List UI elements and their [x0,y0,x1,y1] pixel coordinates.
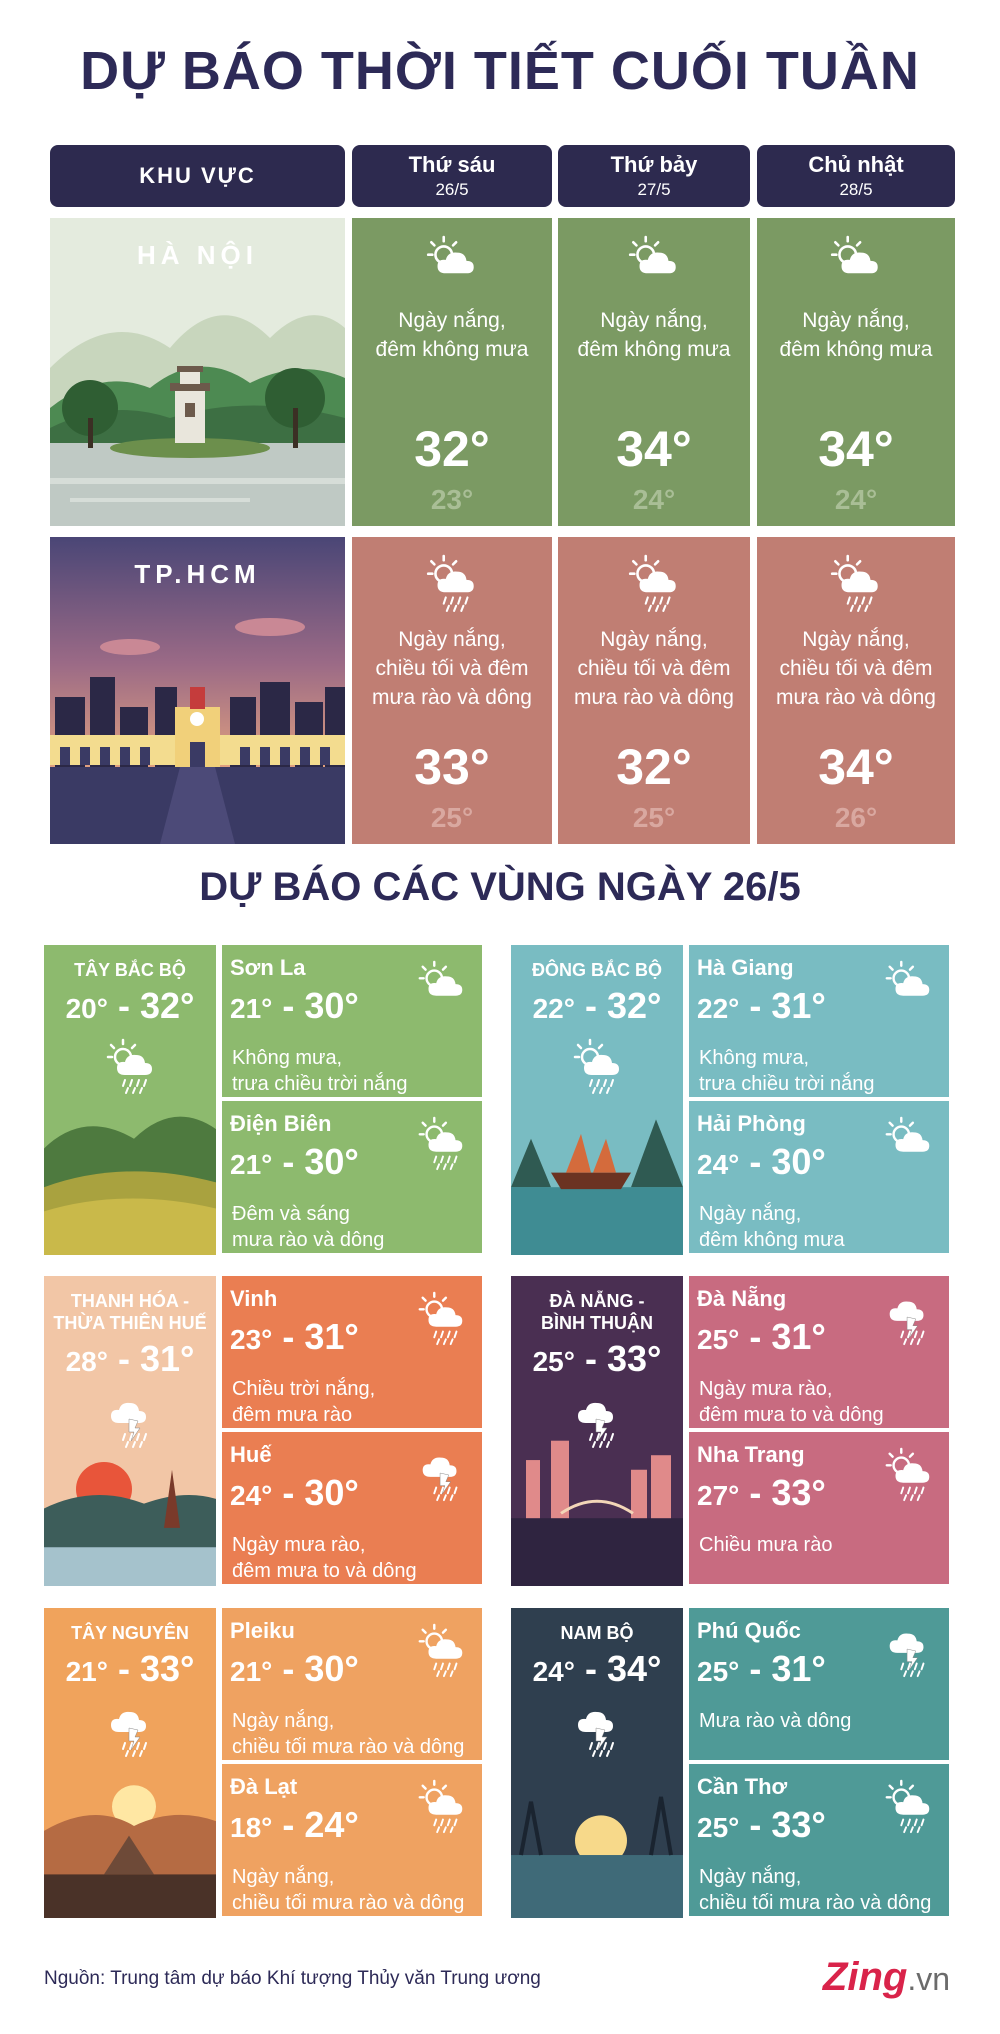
zing-logo [823,1955,950,2000]
province-low: 18° [230,1812,273,1843]
range-dash: - [739,1472,772,1513]
regions-title: DỰ BÁO CÁC VÙNG NGÀY 26/5 [199,865,801,909]
range-dash: - [739,1648,772,1689]
sun-cloud-rain-icon [414,1778,470,1839]
province-description: Ngày nắng, chiều tối mưa rào và dông [232,1866,465,1914]
province-forecast [689,1276,949,1428]
province-forecast [689,1608,949,1760]
province-name: Hà Giang [697,955,794,980]
province-description: Ngày mưa rào, đêm mưa to và dông [699,1378,884,1426]
province-description: Chiều trời nắng, đêm mưa rào [232,1378,376,1426]
region-high: 33° [139,1648,195,1689]
high-temperature: 33° [414,739,490,795]
region-name: NAM BỘ [560,1623,634,1643]
province-description: Ngày mưa rào, đêm mưa to và dông [232,1534,417,1582]
region-low: 22° [532,993,575,1024]
province-temperature [697,1141,826,1183]
province-high: 30° [304,1472,359,1513]
range-dash: - [272,1804,305,1845]
forecast-description: Ngày nắng, đêm không mưa [779,309,933,361]
sun-cloud-icon [414,959,470,1020]
region-low: 25° [532,1346,575,1377]
range-dash: - [739,985,772,1026]
province-low: 21° [230,993,273,1024]
source-note: Nguồn: Trung tâm dự báo Khí tượng Thủy văn Trung ương [44,1968,541,1989]
province-temperature [697,1804,826,1846]
province-low: 24° [697,1149,740,1180]
province-name: Điện Biên [230,1111,332,1136]
day-name: Thứ bảy [610,152,698,177]
sun-cloud-rain-icon [624,553,684,613]
sun-cloud-icon [826,234,886,294]
region-low: 24° [532,1656,575,1687]
province-forecast [222,1608,482,1760]
high-temperature: 34° [616,421,692,477]
forecast-description: Ngày nắng, chiều tối và đêm mưa rào và dông [574,628,734,709]
province-temperature [230,1804,359,1846]
province-forecast [689,1432,949,1584]
province-temperature [230,1472,359,1514]
province-high: 30° [304,1141,359,1182]
province-description: Ngày nắng, đêm không mưa [699,1203,845,1251]
province-description: Không mưa, trưa chiều trời nắng [232,1047,408,1095]
region-high: 33° [606,1338,662,1379]
region-name: ĐÔNG BẮC BỘ [532,960,662,980]
day-header-friday [352,145,552,207]
province-high: 30° [771,1141,826,1182]
province-name: Huế [230,1442,272,1467]
sun-cloud-icon [624,234,684,294]
range-dash: - [107,1648,140,1689]
province-description: Chiều mưa rào [699,1534,833,1556]
day-name: Thứ sáu [408,152,496,177]
region-name: TÂY BẮC BỘ [74,960,186,980]
region-name: TÂY NGUYÊN [71,1623,189,1643]
province-high: 31° [304,1316,359,1357]
city-name: HÀ NỘI [137,240,258,270]
forecast-cell [352,537,552,844]
sun-cloud-icon [881,959,937,1020]
hcmc-illustration [50,537,345,844]
sun-cloud-rain-icon [414,1290,470,1351]
province-low: 21° [230,1656,273,1687]
range-dash: - [574,985,607,1026]
region-name: ĐÀ NẴNG - BÌNH THUẬN [541,1291,653,1333]
sun-cloud-rain-icon [881,1778,937,1839]
province-temperature [230,1141,359,1183]
province-description: Đêm và sáng mưa rào và dông [232,1203,385,1251]
low-temperature: 24° [834,484,878,515]
region-block [511,945,956,1255]
province-forecast [222,1764,482,1916]
low-temperature: 25° [632,802,676,833]
day-header-saturday [558,145,750,207]
range-dash: - [739,1141,772,1182]
province-name: Đà Nẵng [697,1286,787,1311]
forecast-cell [352,218,552,526]
province-forecast [222,1101,482,1253]
region-high: 32° [606,985,662,1026]
province-forecast [689,945,949,1097]
low-temperature: 23° [430,484,474,515]
forecast-description: Ngày nắng, chiều tối và đêm mưa rào và dông [372,628,532,709]
province-temperature [697,985,826,1027]
province-forecast [689,1764,949,1916]
high-temperature: 32° [414,421,490,477]
low-temperature: 26° [834,802,878,833]
province-temperature [697,1472,826,1514]
province-name: Phú Quốc [697,1618,801,1643]
region-block [511,1276,956,1586]
forecast-description: Ngày nắng, đêm không mưa [577,309,731,361]
province-low: 27° [697,1480,740,1511]
province-temperature [230,1648,359,1690]
sun-cloud-rain-icon [569,1037,627,1100]
range-dash: - [272,985,305,1026]
province-name: Pleiku [230,1618,295,1643]
province-name: Sơn La [230,955,306,980]
sun-cloud-rain-icon [414,1622,470,1683]
range-dash: - [272,1141,305,1182]
hanoi-illustration [50,218,345,526]
province-low: 24° [230,1480,273,1511]
province-low: 23° [230,1324,273,1355]
province-high: 30° [304,985,359,1026]
region-low: 20° [65,993,108,1024]
province-temperature [697,1648,826,1690]
region-temperature-range [44,1338,216,1380]
storm-icon [102,1700,160,1763]
high-temperature: 34° [818,739,894,795]
region-header-label: KHU VỰC [139,163,256,188]
region-name: THANH HÓA - THỪA THIÊN HUẾ [53,1291,207,1333]
day-date: 26/5 [435,180,469,199]
day-date: 27/5 [637,180,671,199]
sun-cloud-rain-icon [881,1446,937,1507]
sun-cloud-rain-icon [826,553,886,613]
high-temperature: 34° [818,421,894,477]
province-low: 25° [697,1656,740,1687]
storm-icon [881,1290,937,1351]
province-description: Mưa rào và dông [699,1710,852,1732]
province-name: Hải Phòng [697,1111,806,1136]
province-forecast [222,1276,482,1428]
region-low: 28° [65,1346,108,1377]
storm-icon [881,1622,937,1683]
range-dash: - [272,1472,305,1513]
province-forecast [689,1101,949,1253]
region-low: 21° [65,1656,108,1687]
forecast-cell [558,537,750,844]
province-high: 31° [771,1316,826,1357]
province-high: 33° [771,1804,826,1845]
region-high: 31° [139,1338,195,1379]
storm-icon [414,1446,470,1507]
logo-suffix: .vn [907,1961,950,1997]
day-date: 28/5 [839,180,873,199]
sun-cloud-rain-icon [414,1115,470,1176]
day-header-sunday [757,145,955,207]
province-low: 25° [697,1812,740,1843]
province-description: Ngày nắng, chiều tối mưa rào và dông [232,1710,465,1758]
range-dash: - [574,1338,607,1379]
storm-icon [569,1700,627,1763]
day-name: Chủ nhật [808,152,904,177]
province-description: Ngày nắng, chiều tối mưa rào và dông [699,1866,932,1914]
province-temperature [230,985,359,1027]
storm-icon [102,1391,160,1454]
range-dash: - [574,1648,607,1689]
province-temperature [697,1316,826,1358]
high-temperature: 32° [616,739,692,795]
province-name: Cần Thơ [697,1774,788,1799]
range-dash: - [107,985,140,1026]
region-temperature-range [511,1338,683,1380]
region-column-header [50,145,345,207]
storm-icon [569,1391,627,1454]
sun-cloud-rain-icon [422,553,482,613]
region-block [44,945,489,1255]
province-forecast [222,1432,482,1584]
range-dash: - [739,1804,772,1845]
region-high: 32° [139,985,195,1026]
province-low: 25° [697,1324,740,1355]
region-temperature-range [511,985,683,1027]
forecast-cell [558,218,750,526]
province-low: 21° [230,1149,273,1180]
logo-main: Zing [822,1955,908,1999]
region-block [44,1276,489,1586]
forecast-description: Ngày nắng, đêm không mưa [375,309,529,361]
city-name: TP.HCM [134,559,261,589]
low-temperature: 25° [430,802,474,833]
sun-cloud-icon [881,1115,937,1176]
province-name: Đà Lạt [230,1774,298,1799]
province-high: 31° [771,1648,826,1689]
region-block [44,1608,489,1918]
province-description: Không mưa, trưa chiều trời nắng [699,1047,875,1095]
range-dash: - [272,1316,305,1357]
province-temperature [230,1316,359,1358]
province-high: 24° [304,1804,359,1845]
province-high: 33° [771,1472,826,1513]
province-high: 30° [304,1648,359,1689]
forecast-cell [757,537,955,844]
province-high: 31° [771,985,826,1026]
province-name: Vinh [230,1286,278,1311]
region-block [511,1608,956,1918]
low-temperature: 24° [632,484,676,515]
forecast-cell [757,218,955,526]
region-temperature-range [511,1648,683,1690]
range-dash: - [739,1316,772,1357]
province-forecast [222,945,482,1097]
range-dash: - [272,1648,305,1689]
province-low: 22° [697,993,740,1024]
region-temperature-range [44,985,216,1027]
page-title: DỰ BÁO THỜI TIẾT CUỐI TUẦN [80,41,920,101]
province-name: Nha Trang [697,1442,805,1467]
region-temperature-range [44,1648,216,1690]
sun-cloud-icon [422,234,482,294]
region-high: 34° [606,1648,662,1689]
range-dash: - [107,1338,140,1379]
forecast-description: Ngày nắng, chiều tối và đêm mưa rào và dông [776,628,936,709]
sun-cloud-rain-icon [102,1037,160,1100]
